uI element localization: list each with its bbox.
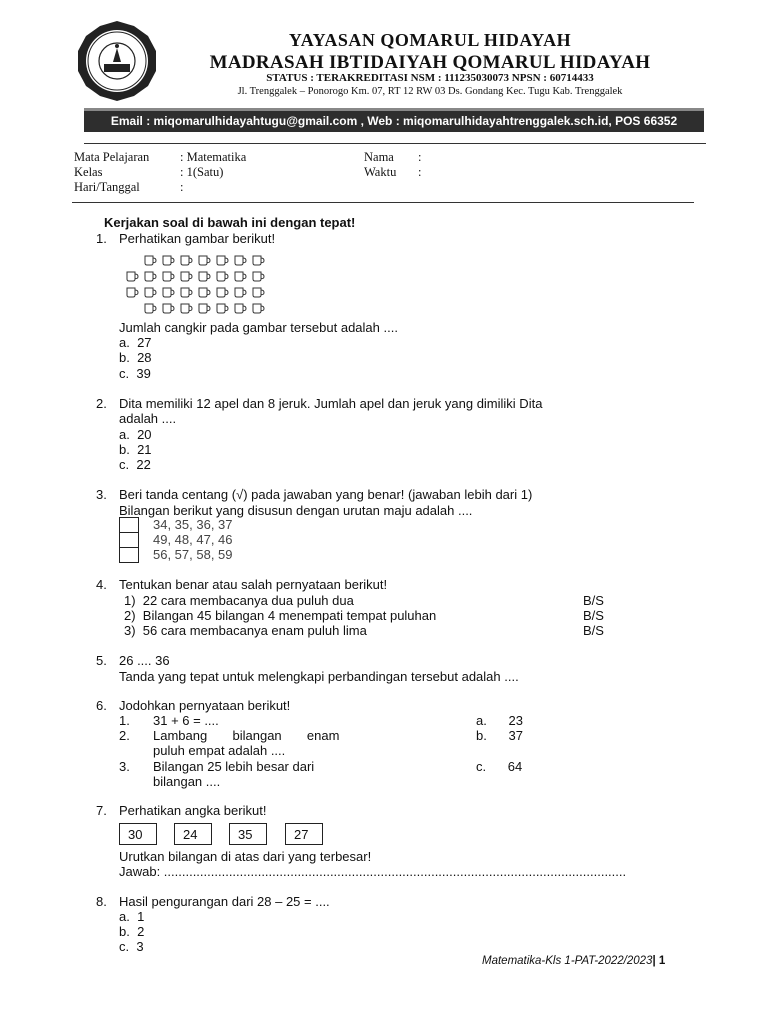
q8-text: Hasil pengurangan dari 28 – 25 = .... bbox=[119, 894, 330, 909]
header-divider bbox=[84, 143, 706, 144]
label-nama: Nama bbox=[364, 150, 394, 164]
identity-divider bbox=[72, 202, 694, 203]
cup-icon bbox=[198, 269, 211, 280]
q6-text: Jodohkan pernyataan berikut! bbox=[119, 698, 291, 713]
q4-statement-1: 1) 22 cara membacanya dua puluh dua bbox=[124, 593, 354, 608]
label-kelas: Kelas bbox=[74, 165, 103, 179]
q6-left-num-3: 3. bbox=[119, 759, 130, 774]
value-mapel: : Matematika bbox=[180, 150, 247, 164]
cup-icon bbox=[144, 253, 157, 264]
cup-icon bbox=[180, 301, 193, 312]
cup-icon bbox=[216, 301, 229, 312]
q6-number: 6. bbox=[96, 698, 107, 713]
q6-left-2a: Lambang bilangan enam bbox=[153, 728, 340, 743]
q2-opt-c: c. 22 bbox=[119, 457, 151, 472]
q4-number: 4. bbox=[96, 577, 107, 592]
q1-text: Perhatikan gambar berikut! bbox=[119, 231, 276, 246]
q8-opt-b: b. 2 bbox=[119, 924, 145, 939]
label-mapel: Mata Pelajaran bbox=[74, 150, 150, 164]
address-line: Jl. Trenggalek – Ponorogo Km. 07, RT 12 RW 03 Ds. Gondang Kec. Tugu Kab. Trenggalek bbox=[237, 86, 623, 97]
page-footer: Matematika-Kls 1-PAT-2022/2023| 1 bbox=[482, 955, 666, 967]
cup-icon bbox=[144, 285, 157, 296]
contact-bar: Email : miqomarulhidayahtugu@gmail.com , Web : miqomarulhidayahtrenggalek.sch.id, POS 66352 bbox=[84, 108, 704, 132]
q3-opt-2: 49, 48, 47, 46 bbox=[153, 532, 233, 547]
q5-line1: 26 .... 36 bbox=[119, 653, 170, 668]
q6-left-num-1: 1. bbox=[119, 713, 130, 728]
q5-number: 5. bbox=[96, 653, 107, 668]
label-hari: Hari/Tanggal bbox=[74, 180, 140, 194]
cup-icon bbox=[234, 301, 247, 312]
school-logo bbox=[76, 20, 158, 102]
q3-line2: Bilangan berikut yang disusun dengan urutan maju adalah .... bbox=[119, 503, 473, 518]
q3-opt-3: 56, 57, 58, 59 bbox=[153, 547, 233, 562]
q6-left-num-2: 2. bbox=[119, 728, 130, 743]
cup-icon bbox=[198, 285, 211, 296]
foundation-name: YAYASAN QOMARUL HIDAYAH bbox=[288, 30, 572, 50]
q7-number-box: 35 bbox=[229, 823, 267, 845]
q7-answer-line[interactable]: Jawab: ................................................................................................................................ bbox=[119, 864, 627, 879]
q2-line1: Dita memiliki 12 apel dan 8 jeruk. Jumlah apel dan jeruk yang dimiliki Dita bbox=[119, 396, 543, 411]
cup-icon bbox=[216, 253, 229, 264]
q4-statement-3: 3) 56 cara membacanya enam puluh lima bbox=[124, 623, 367, 638]
q4-bs-3[interactable]: B/S bbox=[583, 623, 604, 638]
cup-icon bbox=[234, 269, 247, 280]
q3-checkbox-1[interactable] bbox=[119, 517, 139, 533]
q6-left-3b: bilangan .... bbox=[153, 774, 221, 789]
q6-right-2: b. 37 bbox=[476, 728, 523, 743]
q7-instruction: Urutkan bilangan di atas dari yang terbesar! bbox=[119, 849, 372, 864]
q6-right-3: c. 64 bbox=[476, 759, 523, 774]
q1-opt-a: a. 27 bbox=[119, 335, 152, 350]
q1-question: Jumlah cangkir pada gambar tersebut adalah .... bbox=[119, 320, 398, 335]
cup-icon bbox=[216, 285, 229, 296]
q8-opt-a: a. 1 bbox=[119, 909, 145, 924]
q1-number: 1. bbox=[96, 231, 107, 246]
q4-text: Tentukan benar atau salah pernyataan berikut! bbox=[119, 577, 388, 592]
value-hari: : bbox=[180, 180, 184, 194]
q4-bs-2[interactable]: B/S bbox=[583, 608, 604, 623]
cup-icon bbox=[234, 285, 247, 296]
q2-line2: adalah .... bbox=[119, 411, 177, 426]
q3-checkbox-2[interactable] bbox=[119, 532, 139, 548]
cup-icon bbox=[144, 301, 157, 312]
cup-icon bbox=[126, 285, 139, 296]
cup-icon bbox=[180, 253, 193, 264]
cup-icon bbox=[162, 285, 175, 296]
q3-number: 3. bbox=[96, 487, 107, 502]
label-waktu: Waktu bbox=[364, 165, 397, 179]
q2-number: 2. bbox=[96, 396, 107, 411]
cup-icon bbox=[198, 301, 211, 312]
cup-icon bbox=[180, 269, 193, 280]
cup-icon bbox=[162, 269, 175, 280]
cup-icon bbox=[126, 269, 139, 280]
q2-opt-a: a. 20 bbox=[119, 427, 152, 442]
cup-icon bbox=[234, 253, 247, 264]
q8-number: 8. bbox=[96, 894, 107, 909]
q1-opt-c: c. 39 bbox=[119, 366, 151, 381]
cup-icon bbox=[216, 269, 229, 280]
q7-number-box: 27 bbox=[285, 823, 323, 845]
cup-icon bbox=[180, 285, 193, 296]
cup-icon bbox=[198, 253, 211, 264]
cup-icon bbox=[144, 269, 157, 280]
school-name: MADRASAH IBTIDAIYAH QOMARUL HIDAYAH bbox=[209, 52, 651, 73]
q5-line2: Tanda yang tepat untuk melengkapi perbandingan tersebut adalah .... bbox=[119, 669, 519, 684]
q4-statement-2: 2) Bilangan 45 bilangan 4 menempati tempat puluhan bbox=[124, 608, 437, 623]
cup-icon bbox=[252, 301, 265, 312]
q7-number-box: 24 bbox=[174, 823, 212, 845]
q4-bs-1[interactable]: B/S bbox=[583, 593, 604, 608]
cup-icon bbox=[252, 269, 265, 280]
value-waktu: : bbox=[418, 165, 422, 179]
status-line: STATUS : TERAKREDITASI NSM : 111235030073 NPSN : 60714433 bbox=[266, 72, 594, 84]
cup-icon bbox=[252, 285, 265, 296]
q3-opt-1: 34, 35, 36, 37 bbox=[153, 517, 233, 532]
cup-icon bbox=[252, 253, 265, 264]
q7-number: 7. bbox=[96, 803, 107, 818]
value-kelas: : 1(Satu) bbox=[180, 165, 224, 179]
q3-line1: Beri tanda centang (√) pada jawaban yang benar! (jawaban lebih dari 1) bbox=[119, 487, 533, 502]
instruction: Kerjakan soal di bawah ini dengan tepat! bbox=[104, 215, 356, 230]
q6-left-1: 31 + 6 = .... bbox=[153, 713, 219, 728]
q6-right-1: a. 23 bbox=[476, 713, 523, 728]
q8-opt-c: c. 3 bbox=[119, 939, 144, 954]
q7-number-box: 30 bbox=[119, 823, 157, 845]
q3-checkbox-3[interactable] bbox=[119, 547, 139, 563]
q1-opt-b: b. 28 bbox=[119, 350, 152, 365]
q6-left-2b: puluh empat adalah .... bbox=[153, 743, 286, 758]
value-nama: : bbox=[418, 150, 422, 164]
cup-icon bbox=[162, 253, 175, 264]
q7-text: Perhatikan angka berikut! bbox=[119, 803, 267, 818]
q2-opt-b: b. 21 bbox=[119, 442, 152, 457]
q6-left-3a: Bilangan 25 lebih besar dari bbox=[153, 759, 315, 774]
cup-icon bbox=[162, 301, 175, 312]
